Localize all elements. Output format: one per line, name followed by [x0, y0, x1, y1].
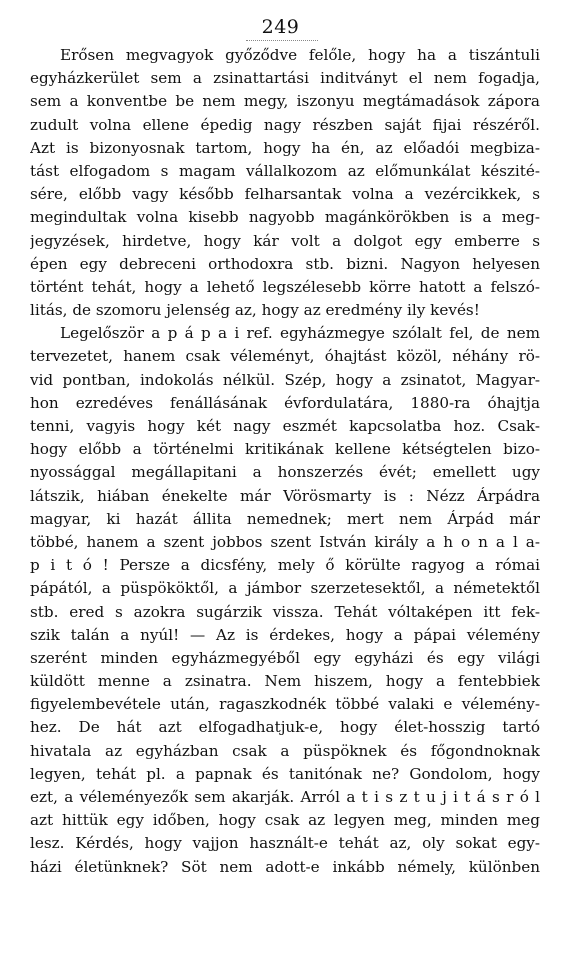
text-line: egyházkerület sem a zsinattartási inditványt el nem fogadja,	[30, 69, 540, 88]
text-line: zudult volna ellene épedig nagy részben saját fijai részéről.	[30, 115, 540, 134]
text-line: látszik, hiában énekelte már Vörösmarty is : Nézz Árpádra	[30, 486, 540, 505]
text-line: sére, előbb vagy később felharsantak volna a vezércikkek, s	[30, 185, 540, 204]
text-line: küldött menne a zsinatra. Nem hiszem, hogy a fentebbiek	[30, 672, 540, 691]
text-line: szik talán a nyúl! — Az is érdekes, hogy a pápai vélemény	[30, 625, 540, 644]
text-line: épen egy debreceni orthodoxra stb. bizni. Nagyon helyesen	[30, 254, 540, 273]
text-line: többé, hanem a szent jobbos szent István király a h o n a l a-	[30, 532, 540, 551]
page-number: 249	[261, 16, 300, 38]
text-line: tervezetet, hanem csak véleményt, óhajtást közöl, néhány rö-	[30, 347, 540, 366]
text-line: történt tehát, hogy a lehető legszélesebb körre hatott a felszó-	[30, 277, 540, 296]
body-text	[30, 44, 540, 879]
text-line: ezt, a véleményezők sem akarják. Arról a t i s z t u j i t á s r ó l	[30, 788, 540, 806]
text-line: hez. De hát azt elfogadhatjuk-e, hogy élet-hosszig tartó	[30, 718, 540, 737]
text-line: stb. ered s azokra sugárzik vissza. Tehát vóltaképen itt fek-	[30, 602, 540, 621]
text-line: vid pontban, indokolás nélkül. Szép, hogy a zsinatot, Magyar-	[30, 370, 540, 389]
text-line: hon ezredéves fenállásának évfordulatára, 1880-ra óhajtja	[30, 393, 540, 412]
text-line: hogy előbb a történelmi kritikának kellene kétségtelen bizo-	[30, 440, 540, 459]
text-line: pápától, a püspököktől, a jámbor szerzetesektől, a németektől	[30, 579, 540, 598]
text-line: Azt is bizonyosnak tartom, hogy ha én, az előadói megbiza-	[30, 138, 540, 157]
text-line: p i t ó ! Persze a dicsfény, mely ő körülte ragyog a római	[30, 556, 540, 575]
text-line: figyelembevétele után, ragaszkodnék többé valaki e vélemény-	[30, 695, 540, 714]
text-line: Erősen megvagyok győződve felőle, hogy ha a tiszántuli	[60, 46, 540, 64]
header-rule	[246, 40, 318, 41]
text-line: magyar, ki hazát állita nemednek; mert nem Árpád már	[30, 509, 540, 528]
text-line: Legelőször a p á p a i ref. egyházmegye szólalt fel, de nem	[60, 324, 540, 343]
text-line: azt hittük egy időben, hogy csak az legyen meg, minden meg	[30, 811, 540, 830]
text-line: legyen, tehát pl. a papnak és tanitónak ne? Gondolom, hogy	[30, 764, 540, 783]
text-line: nyossággal megállapitani a honszerzés évét; emellett ugy	[30, 463, 540, 482]
text-line: szerént minden egyházmegyéből egy egyházi és egy világi	[30, 648, 540, 667]
text-line: házi életünknek? Söt nem adott-e inkább némely, különben	[30, 857, 540, 876]
text-line: litás, de szomoru jelenség az, hogy az eredmény ily kevés!	[30, 301, 480, 320]
text-line: hivatala az egyházban csak a püspöknek és főgondnoknak	[30, 741, 540, 760]
text-line: tást elfogadom s magam vállalkozom az előmunkálat készité-	[30, 161, 540, 180]
text-line: sem a konventbe be nem megy, iszonyu megtámadások zápora	[30, 92, 540, 111]
text-line: tenni, vagyis hogy két nagy eszmét kapcsolatba hoz. Csak-	[30, 417, 540, 435]
text-line: jegyzések, hirdetve, hogy kár volt a dolgot egy emberre s	[30, 231, 540, 250]
text-line: megindultak volna kisebb nagyobb magánkörökben is a meg-	[30, 208, 540, 227]
text-line: lesz. Kérdés, hogy vajjon használt-e tehát az, oly sokat egy-	[30, 834, 540, 853]
